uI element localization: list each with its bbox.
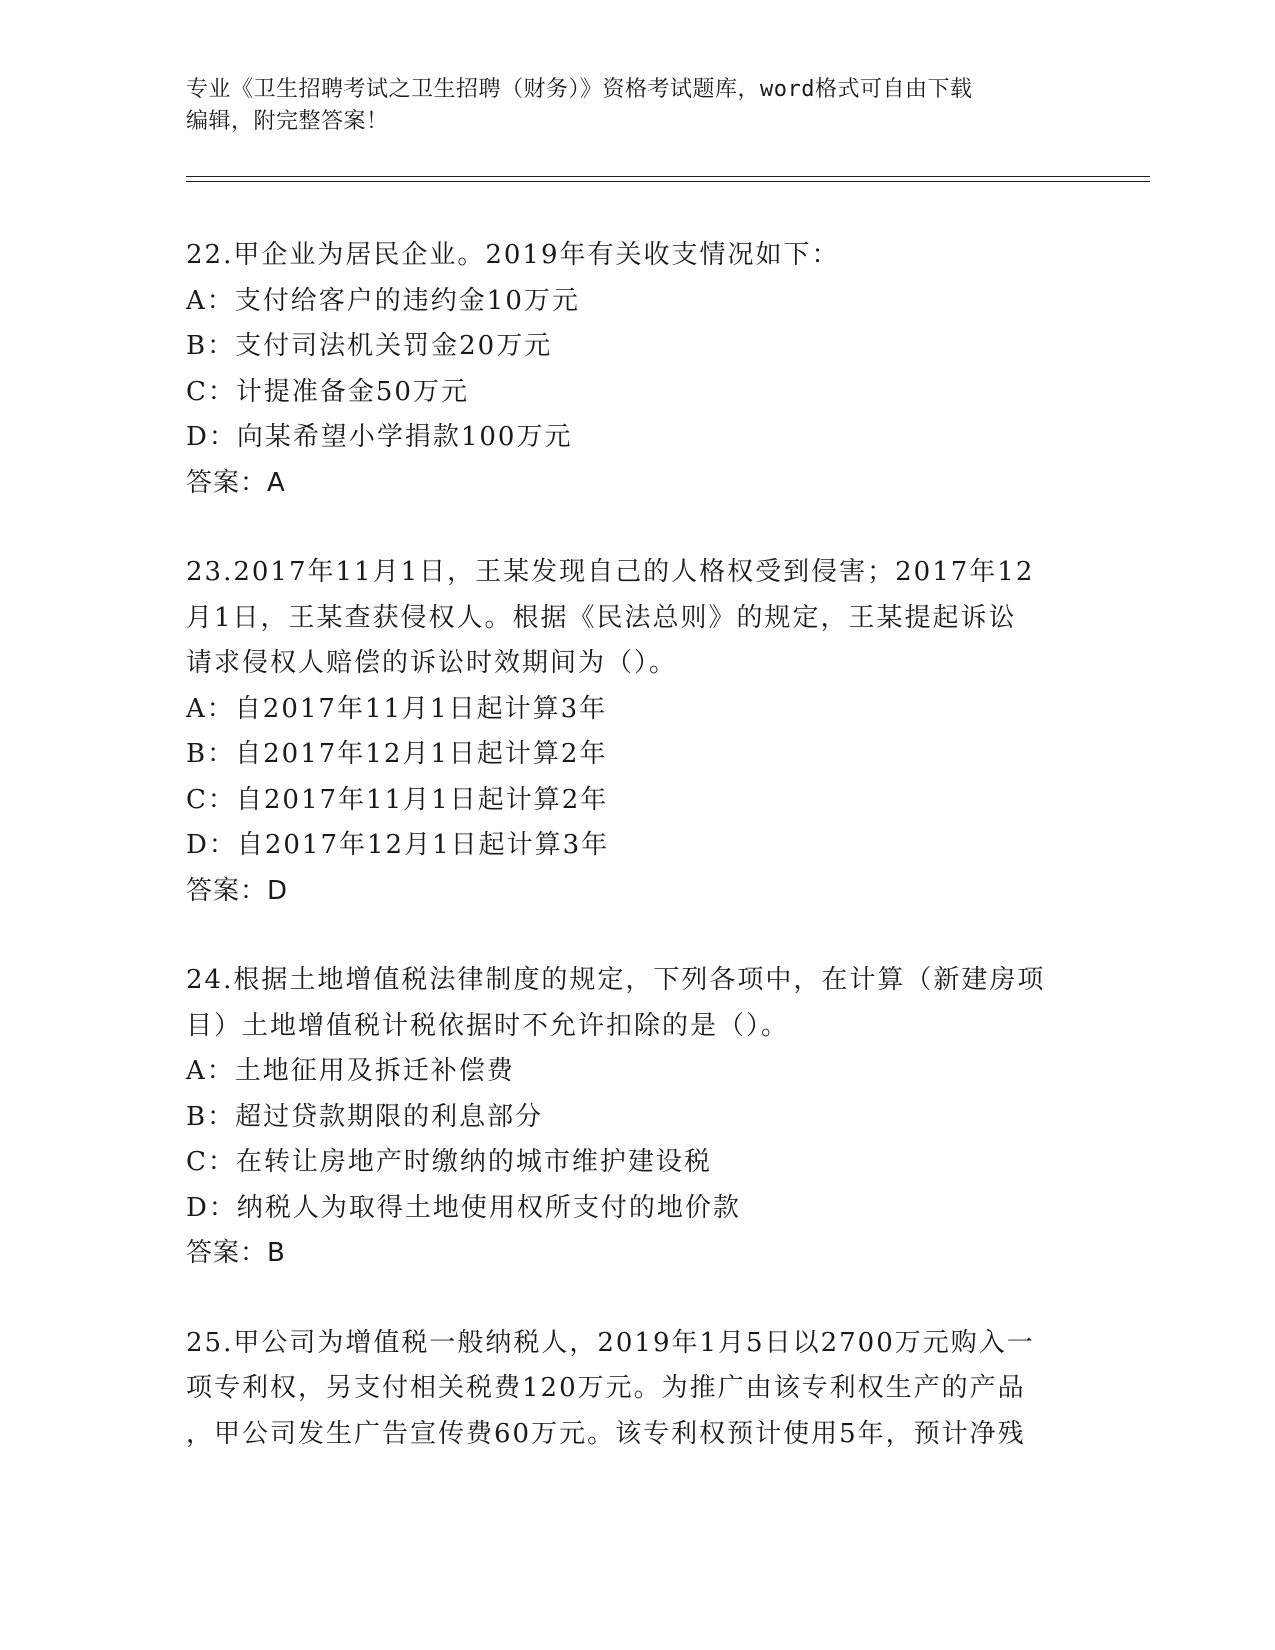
option-d: D：自2017年12月1日起计算3年: [186, 830, 610, 860]
header-divider: [186, 181, 1150, 182]
header-line: 专业《卫生招聘考试之卫生招聘（财务）》资格考试题库，word格式可自由下载: [186, 77, 973, 102]
header-line: 编辑，附完整答案！: [186, 109, 389, 134]
spacer: [186, 914, 1086, 958]
option-c: C：在转让房地产时缴纳的城市维护建设税: [186, 1147, 712, 1177]
question-text: 25.甲公司为增值税一般纳税人，2019年1月5日以2700万元购入一: [186, 1327, 1035, 1358]
option-b: B：超过贷款期限的利息部分: [186, 1101, 544, 1132]
question-text: 22.甲企业为居民企业。2019年有关收支情况如下：: [186, 240, 840, 270]
question-25: [186, 1321, 1086, 1458]
option-c: C：自2017年11月1日起计算2年: [186, 784, 609, 815]
question-24: [186, 958, 1086, 1277]
option-b: B：支付司法机关罚金20万元: [186, 331, 553, 361]
option-c: C：计提准备金50万元: [186, 376, 469, 407]
option-a: A：支付给客户的违约金10万元: [186, 285, 580, 316]
answer: 答案：D: [186, 875, 289, 906]
question-text: ，甲公司发生广告宣传费60万元。该专利权预计使用5年，预计净残: [186, 1418, 1026, 1449]
question-text: 目）土地增值税计税依据时不允许扣除的是（）。: [186, 1010, 790, 1041]
question-text: 项专利权，另支付相关税费120万元。为推广由该专利权生产的产品: [186, 1373, 1026, 1403]
question-text: 24.根据土地增值税法律制度的规定，下列各项中，在计算（新建房项: [186, 965, 1046, 995]
option-a: A：自2017年11月1日起计算3年: [186, 693, 608, 724]
answer: 答案：A: [186, 467, 286, 498]
question-list: [186, 233, 1086, 1457]
question-text: 23.2017年11月1日，王某发现自己的人格权受到侵害；2017年12: [186, 557, 1035, 587]
question-23: [186, 550, 1086, 914]
answer: 答案：B: [186, 1238, 286, 1268]
spacer: [186, 1277, 1086, 1321]
option-a: A：土地征用及拆迁补偿费: [186, 1056, 515, 1086]
option-b: B：自2017年12月1日起计算2年: [186, 739, 608, 769]
question-text: 请求侵权人赔偿的诉讼时效期间为（）。: [186, 648, 678, 678]
question-text: 月1日，王某查获侵权人。根据《民法总则》的规定，王某提起诉讼: [186, 602, 1017, 633]
document-header: [186, 74, 1086, 138]
spacer: [186, 506, 1086, 550]
question-22: [186, 233, 1086, 506]
option-d: D：向某希望小学捐款100万元: [186, 422, 573, 452]
header-divider: [186, 176, 1150, 177]
option-d: D：纳税人为取得土地使用权所支付的地价款: [186, 1192, 741, 1223]
